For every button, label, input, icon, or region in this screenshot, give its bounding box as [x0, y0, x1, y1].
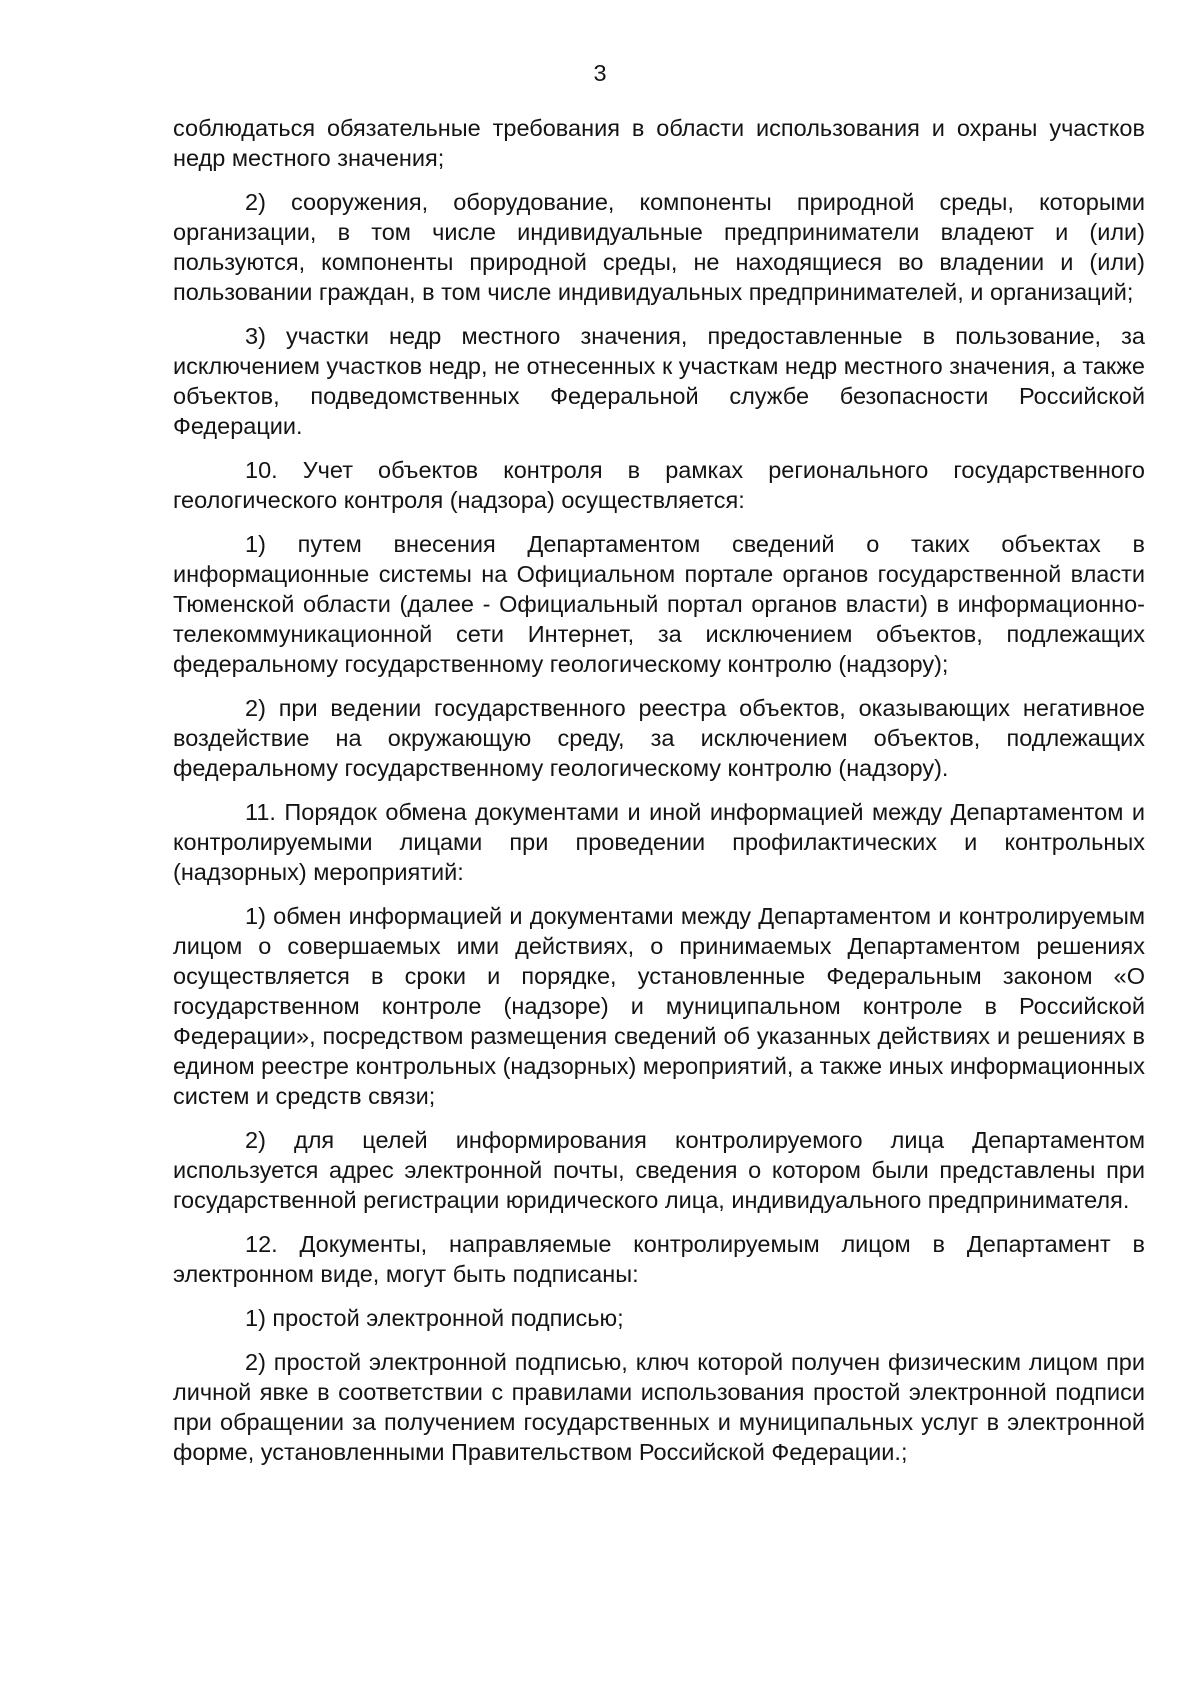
paragraph-section-10-item-1: 1) путем внесения Департаментом сведений о таких объектах в информационные системы на Официальном портале органов государственной власти Тюменской области (далее - Официальный портал органов власти) в информационно-телекоммуникационной сети Интернет, за исключением объектов, подлежащих федеральному государственному геологическому контролю (надзору);	[173, 531, 1145, 677]
paragraph-section-12-item-2: 2) простой электронной подписью, ключ которой получен физическим лицом при личной явке в соответствии с правилами использования простой электронной подписи при обращении за получением государственных и муниципальных услуг в электронной форме, установленными Правительством Российской Федерации.;	[173, 1349, 1145, 1465]
paragraph-continuation: соблюдаться обязательные требования в области использования и охраны участков недр местного значения;	[173, 115, 1145, 171]
paragraph-section-10-item-2: 2) при ведении государственного реестра объектов, оказывающих негативное воздействие на окружающую среду, за исключением объектов, подлежащих федеральному государственному геологическому контролю (надзору).	[173, 695, 1145, 781]
paragraph-section-12: 12. Документы, направляемые контролируемым лицом в Департамент в электронном виде, могут быть подписаны:	[173, 1231, 1145, 1287]
paragraph-item-3-subsoil: 3) участки недр местного значения, предоставленные в пользование, за исключением участков недр, не отнесенных к участкам недр местного значения, а также объектов, подведомственных Федеральной службе безопасности Российской Федерации.	[173, 323, 1145, 439]
document-body	[173, 113, 1145, 1481]
paragraph-section-11-item-2: 2) для целей информирования контролируемого лица Департаментом используется адрес электронной почты, сведения о котором были представлены при государственной регистрации юридического лица, индивидуального предпринимателя.	[173, 1127, 1145, 1213]
paragraph-section-10: 10. Учет объектов контроля в рамках регионального государственного геологического контроля (надзора) осуществляется:	[173, 457, 1145, 513]
paragraph-section-11: 11. Порядок обмена документами и иной информацией между Департаментом и контролируемыми лицами при проведении профилактических и контрольных (надзорных) мероприятий:	[173, 799, 1145, 885]
paragraph-section-11-item-1: 1) обмен информацией и документами между Департаментом и контролируемым лицом о совершаемых ими действиях, о принимаемых Департаментом решениях осуществляется в сроки и порядке, установленные Федеральным законом «О государственном контроле (надзоре) и муниципальном контроле в Российской Федерации», посредством размещения сведений об указанных действиях и решениях в едином реестре контрольных (надзорных) мероприятий, а также иных информационных систем и средств связи;	[173, 903, 1145, 1109]
page-number: 3	[593, 60, 607, 86]
paragraph-item-2-structures: 2) сооружения, оборудование, компоненты природной среды, которыми организации, в том числе индивидуальные предприниматели владеют и (или) пользуются, компоненты природной среды, не находящиеся во владении и (или) пользовании граждан, в том числе индивидуальных предпринимателей, и организаций;	[173, 189, 1145, 305]
paragraph-section-12-item-1: 1) простой электронной подписью;	[245, 1305, 624, 1331]
